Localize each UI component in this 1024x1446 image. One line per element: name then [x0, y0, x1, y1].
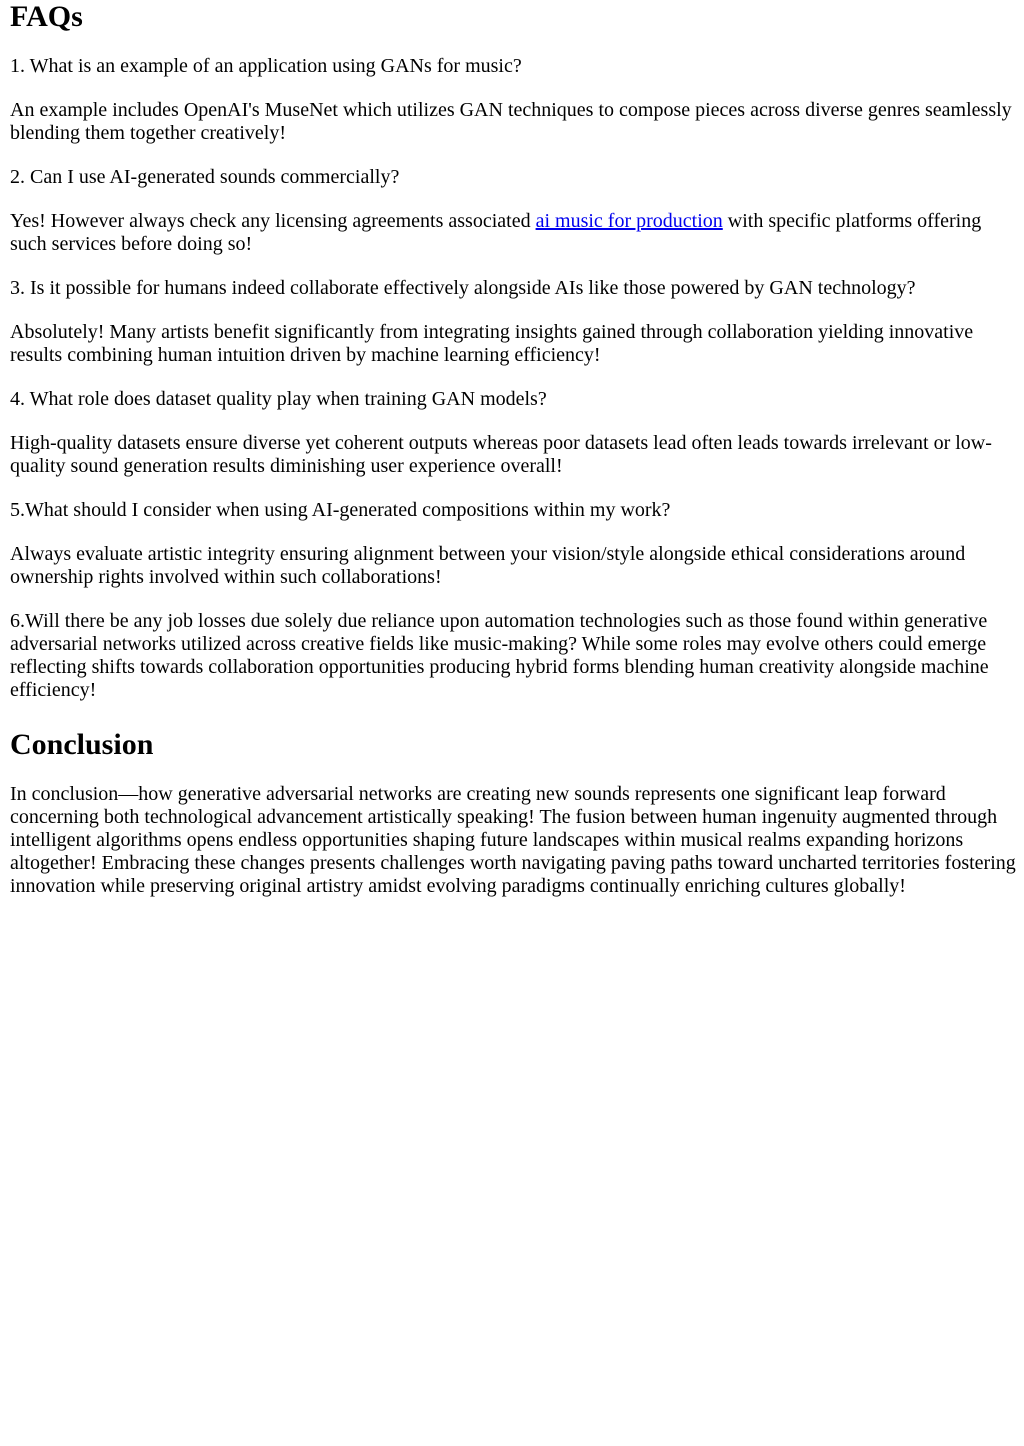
conclusion-body: In conclusion—how generative adversarial networks are creating new sounds represents one significant leap forward concerning both technological advancement artistically speaking! The fusion between human ingenuity augmented through intelligent algorithms opens endless opportunities shaping future landscapes within musical realms expanding horizons altogether! Embracing these changes presents challenges worth navigating paving paths toward uncharted territories fostering innovation while preserving original artistry amidst evolving paradigms continually enriching cultures globally! [10, 783, 1016, 897]
faq-question-4: 4. What role does dataset quality play when training GAN models? [10, 388, 547, 410]
faq-question-1: 1. What is an example of an application using GANs for music? [10, 55, 522, 77]
faq-answer-4: High-quality datasets ensure diverse yet coherent outputs whereas poor datasets lead often leads towards irrelevant or low-quality sound generation results diminishing user experience overall! [10, 432, 992, 477]
faq-question-5: 5.What should I consider when using AI-generated compositions within my work? [10, 499, 671, 521]
faq-question-3: 3. Is it possible for humans indeed collaborate effectively alongside AIs like those powered by GAN technology? [10, 277, 916, 299]
faq-answer-5: Always evaluate artistic integrity ensuring alignment between your vision/style alongside ethical considerations around ownership rights involved within such collaborations! [10, 543, 966, 588]
faq-answer-2-text-before: Yes! However always check any licensing agreements associated [10, 210, 536, 232]
ai-music-for-production-link[interactable]: ai music for production [535, 210, 723, 232]
faq-question-2: 2. Can I use AI-generated sounds commercially? [10, 166, 400, 188]
faq-answer-2 [10, 210, 1016, 256]
faqs-heading: FAQs [10, 0, 83, 33]
faq-answer-3: Absolutely! Many artists benefit significantly from integrating insights gained through collaboration yielding innovative results combining human intuition driven by machine learning efficiency! [10, 321, 974, 366]
conclusion-heading: Conclusion [10, 728, 154, 761]
faq-question-answer-6: 6.Will there be any job losses due solely due reliance upon automation technologies such as those found within generative adversarial networks utilized across creative fields like music-making? While some roles may evolve others could emerge reflecting shifts towards collaboration opportunities producing hybrid forms blending human creativity alongside machine efficiency! [10, 610, 989, 701]
faq-answer-1: An example includes OpenAI's MuseNet which utilizes GAN techniques to compose pieces across diverse genres seamlessly blending them together creatively! [10, 99, 1012, 144]
faq-answer-2-text-after: with specific platforms offering such services before doing so! [10, 210, 982, 255]
